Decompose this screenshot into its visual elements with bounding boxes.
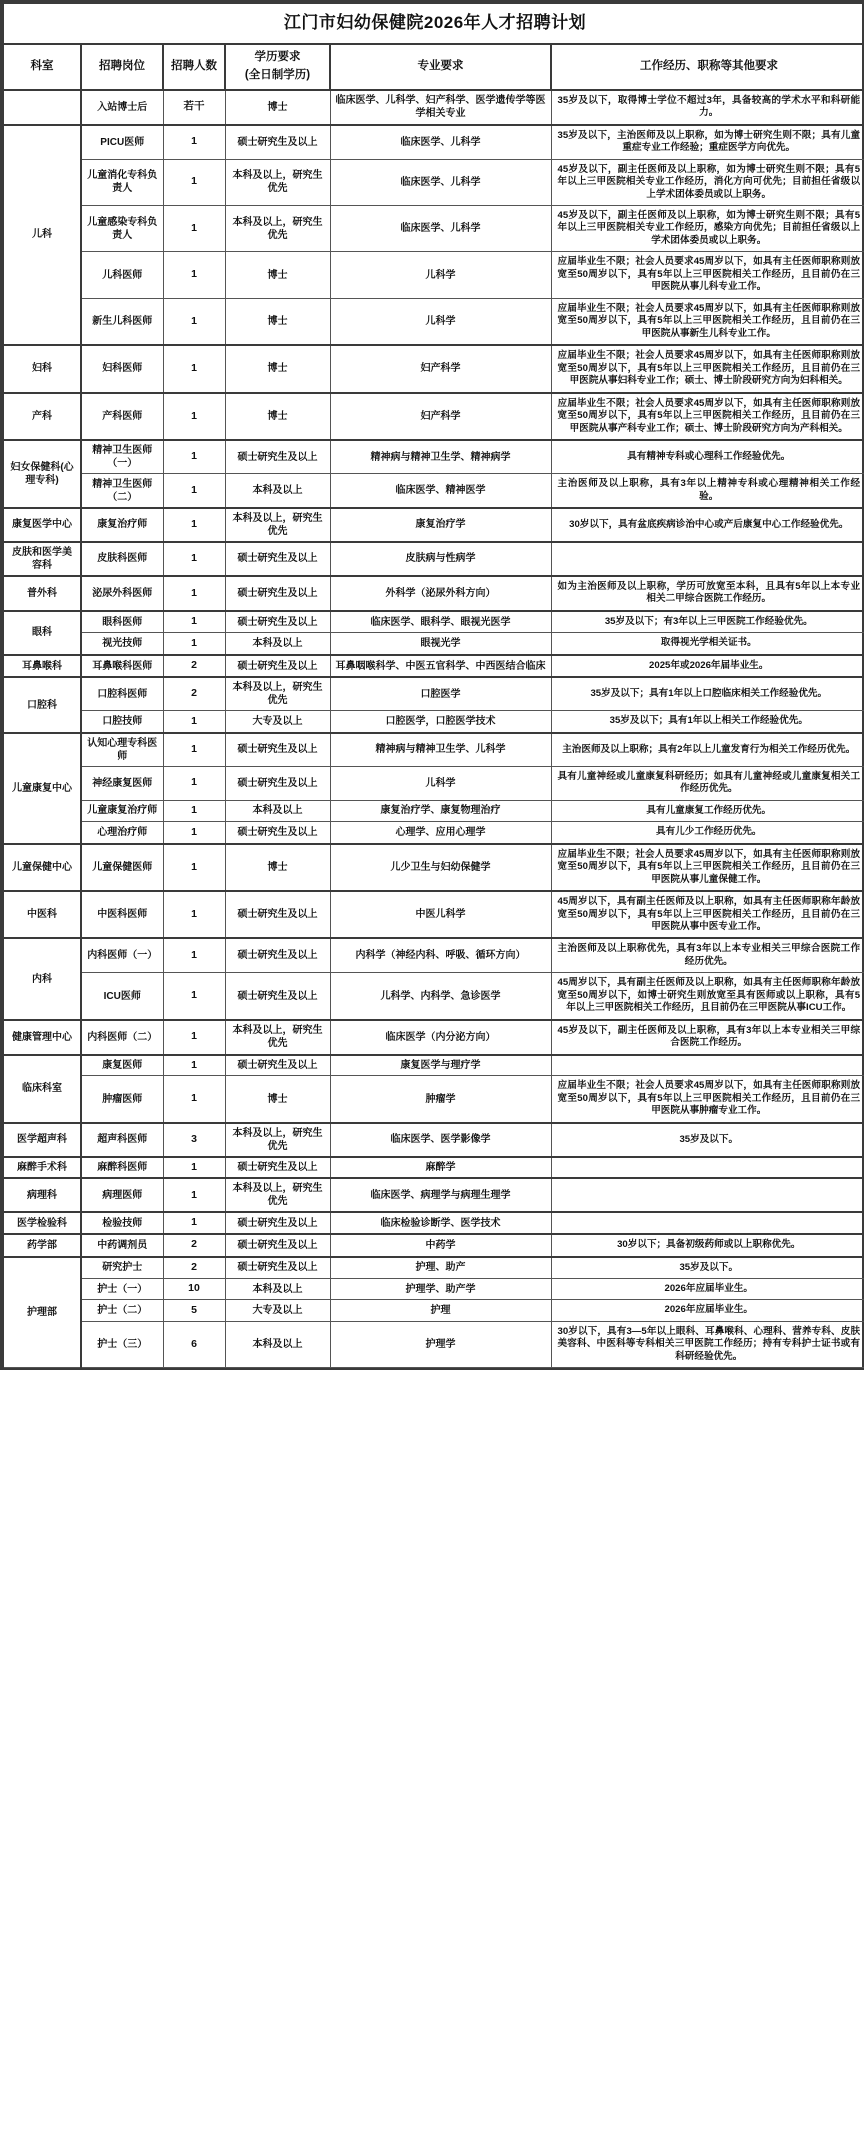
cell-count: 6 bbox=[163, 1321, 225, 1367]
cell-requirements: 35岁及以下；具有1年以上口腔临床相关工作经验优先。 bbox=[551, 677, 864, 711]
cell-requirements bbox=[551, 1178, 864, 1212]
cell-requirements: 应届毕业生不限；社会人员要求45周岁以下，如具有主任医师职称则放宽至50周岁以下，具有5年以上三甲医院相关工作经历，且目前仍在三甲医院从事新生儿科专业工作。 bbox=[551, 298, 864, 345]
cell-department: 中医科 bbox=[3, 891, 81, 938]
table-body bbox=[3, 90, 864, 1368]
table-row bbox=[3, 938, 864, 972]
table-row bbox=[3, 1055, 864, 1076]
cell-post: PICU医师 bbox=[81, 125, 163, 159]
cell-education: 硕士研究生及以上 bbox=[225, 1055, 330, 1076]
cell-requirements: 30岁以下；具备初级药师或以上职称优先。 bbox=[551, 1234, 864, 1256]
header-education-line1: 学历要求 bbox=[254, 51, 301, 64]
cell-count: 1 bbox=[163, 938, 225, 972]
cell-major: 耳鼻咽喉科学、中医五官科学、中西医结合临床 bbox=[330, 655, 551, 677]
cell-major: 临床医学（内分泌方向） bbox=[330, 1020, 551, 1055]
cell-count: 1 bbox=[163, 345, 225, 392]
cell-count: 1 bbox=[163, 633, 225, 655]
table-row bbox=[3, 159, 864, 205]
cell-post: 新生儿科医师 bbox=[81, 298, 163, 345]
cell-major: 康复治疗学、康复物理治疗 bbox=[330, 800, 551, 821]
cell-requirements: 45周岁以下，具有副主任医师及以上职称，如具有主任医师职称年龄放宽至50周岁以下，具有5年以上三甲医院相关工作经历，且目前仍在三甲医院从事中医专业工作。 bbox=[551, 891, 864, 938]
cell-post: 护士（三） bbox=[81, 1321, 163, 1367]
cell-requirements bbox=[551, 1157, 864, 1179]
cell-major: 护理 bbox=[330, 1300, 551, 1321]
header-post: 招聘岗位 bbox=[81, 44, 163, 90]
header-dept: 科室 bbox=[3, 44, 81, 90]
cell-count: 1 bbox=[163, 252, 225, 298]
column-header-row bbox=[3, 44, 864, 90]
cell-education: 本科及以上，研究生优先 bbox=[225, 1020, 330, 1055]
cell-education: 博士 bbox=[225, 90, 330, 125]
cell-count: 1 bbox=[163, 542, 225, 576]
table-row bbox=[3, 800, 864, 821]
cell-requirements: 应届毕业生不限；社会人员要求45周岁以下，如具有主任医师职称则放宽至50周岁以下，具有5年以上三甲医院相关工作经历，且目前仍在三甲医院从事儿童保健工作。 bbox=[551, 844, 864, 891]
cell-requirements: 35岁及以下。 bbox=[551, 1257, 864, 1279]
cell-education: 硕士研究生及以上 bbox=[225, 1212, 330, 1234]
cell-count: 若干 bbox=[163, 90, 225, 125]
cell-education: 大专及以上 bbox=[225, 1300, 330, 1321]
cell-post: 神经康复医师 bbox=[81, 766, 163, 800]
table-row bbox=[3, 90, 864, 125]
cell-education: 本科及以上，研究生优先 bbox=[225, 1178, 330, 1212]
cell-post: 肿瘤医师 bbox=[81, 1076, 163, 1123]
cell-department: 药学部 bbox=[3, 1234, 81, 1256]
header-requirements: 工作经历、职称等其他要求 bbox=[551, 44, 864, 90]
table-row bbox=[3, 1020, 864, 1055]
table-row bbox=[3, 973, 864, 1020]
cell-major: 儿科学 bbox=[330, 252, 551, 298]
cell-post: 精神卫生医师（一） bbox=[81, 440, 163, 474]
cell-requirements: 具有儿少工作经历优先。 bbox=[551, 822, 864, 844]
cell-count: 1 bbox=[163, 440, 225, 474]
cell-post: 康复医师 bbox=[81, 1055, 163, 1076]
cell-requirements: 2025年或2026年届毕业生。 bbox=[551, 655, 864, 677]
cell-department bbox=[3, 90, 81, 125]
cell-education: 本科及以上 bbox=[225, 800, 330, 821]
cell-major: 口腔医学，口腔医学技术 bbox=[330, 711, 551, 733]
cell-post: 病理医师 bbox=[81, 1178, 163, 1212]
cell-major: 中医儿科学 bbox=[330, 891, 551, 938]
cell-count: 1 bbox=[163, 611, 225, 633]
cell-post: 妇科医师 bbox=[81, 345, 163, 392]
cell-count: 2 bbox=[163, 1257, 225, 1279]
cell-major: 儿科学 bbox=[330, 298, 551, 345]
table-row bbox=[3, 891, 864, 938]
table-row bbox=[3, 474, 864, 508]
cell-education: 本科及以上，研究生优先 bbox=[225, 206, 330, 252]
cell-department: 口腔科 bbox=[3, 677, 81, 732]
cell-major: 心理学、应用心理学 bbox=[330, 822, 551, 844]
cell-post: 护士（二） bbox=[81, 1300, 163, 1321]
cell-count: 1 bbox=[163, 393, 225, 440]
cell-requirements bbox=[551, 542, 864, 576]
cell-requirements: 如为主治医师及以上职称，学历可放宽至本科，且具有5年以上本专业相关二甲综合医院工作经历。 bbox=[551, 576, 864, 611]
cell-requirements: 35岁及以下；有3年以上三甲医院工作经验优先。 bbox=[551, 611, 864, 633]
cell-requirements: 2026年应届毕业生。 bbox=[551, 1300, 864, 1321]
cell-count: 1 bbox=[163, 298, 225, 345]
cell-education: 硕士研究生及以上 bbox=[225, 542, 330, 576]
cell-requirements: 45岁及以下，副主任医师及以上职称，具有3年以上本专业相关三甲综合医院工作经历。 bbox=[551, 1020, 864, 1055]
cell-count: 1 bbox=[163, 822, 225, 844]
cell-post: 检验技师 bbox=[81, 1212, 163, 1234]
table-row bbox=[3, 125, 864, 159]
cell-requirements: 应届毕业生不限；社会人员要求45周岁以下，如具有主任医师职称则放宽至50周岁以下，具有5年以上三甲医院相关工作经历，且目前仍在三甲医院从事产科专业工作；硕士、博士阶段研究方向为产科相关。 bbox=[551, 393, 864, 440]
cell-post: 泌尿外科医师 bbox=[81, 576, 163, 611]
cell-post: 儿童康复治疗师 bbox=[81, 800, 163, 821]
cell-requirements: 具有精神专科或心理科工作经验优先。 bbox=[551, 440, 864, 474]
cell-education: 本科及以上，研究生优先 bbox=[225, 1123, 330, 1157]
cell-department: 康复医学中心 bbox=[3, 508, 81, 542]
cell-department: 医学超声科 bbox=[3, 1123, 81, 1157]
table-row bbox=[3, 1212, 864, 1234]
cell-major: 护理、助产 bbox=[330, 1257, 551, 1279]
cell-requirements: 取得视光学相关证书。 bbox=[551, 633, 864, 655]
cell-department: 耳鼻喉科 bbox=[3, 655, 81, 677]
cell-major: 临床医学、儿科学 bbox=[330, 159, 551, 205]
cell-department: 临床科室 bbox=[3, 1055, 81, 1123]
cell-major: 临床医学、精神医学 bbox=[330, 474, 551, 508]
cell-major: 临床医学、病理学与病理生理学 bbox=[330, 1178, 551, 1212]
cell-education: 硕士研究生及以上 bbox=[225, 733, 330, 767]
cell-requirements: 35岁及以下，主治医师及以上职称，如为博士研究生则不限；具有儿童重症专业工作经验；重症医学方向优先。 bbox=[551, 125, 864, 159]
cell-count: 3 bbox=[163, 1123, 225, 1157]
cell-count: 1 bbox=[163, 508, 225, 542]
cell-major: 中药学 bbox=[330, 1234, 551, 1256]
cell-education: 本科及以上 bbox=[225, 1321, 330, 1367]
cell-department: 病理科 bbox=[3, 1178, 81, 1212]
table-row bbox=[3, 844, 864, 891]
cell-education: 硕士研究生及以上 bbox=[225, 440, 330, 474]
table-row bbox=[3, 1076, 864, 1123]
header-education-line2: (全日制学历) bbox=[244, 68, 311, 81]
cell-requirements: 45岁及以下，副主任医师及以上职称，如为博士研究生则不限；具有5年以上三甲医院相关专业工作经历，消化方向可优先；目前担任省级以上学术团体委员或以上职务。 bbox=[551, 159, 864, 205]
cell-post: 中药调剂员 bbox=[81, 1234, 163, 1256]
cell-major: 护理学、助产学 bbox=[330, 1279, 551, 1300]
header-count: 招聘人数 bbox=[163, 44, 225, 90]
cell-requirements bbox=[551, 1212, 864, 1234]
cell-count: 1 bbox=[163, 1157, 225, 1179]
cell-major: 儿科学、内科学、急诊医学 bbox=[330, 973, 551, 1020]
cell-major: 临床医学、儿科学、妇产科学、医学遗传学等医学相关专业 bbox=[330, 90, 551, 125]
cell-major: 妇产科学 bbox=[330, 393, 551, 440]
cell-major: 儿科学 bbox=[330, 766, 551, 800]
table-row bbox=[3, 1279, 864, 1300]
cell-count: 1 bbox=[163, 125, 225, 159]
cell-requirements: 45岁及以下，副主任医师及以上职称，如为博士研究生则不限；具有5年以上三甲医院相关专业工作经历，感染方向优先；目前担任省级以上学术团体委员或以上职务。 bbox=[551, 206, 864, 252]
cell-requirements: 主治医师及以上职称优先，具有3年以上本专业相关三甲综合医院工作经历优先。 bbox=[551, 938, 864, 972]
cell-count: 1 bbox=[163, 1178, 225, 1212]
cell-count: 1 bbox=[163, 800, 225, 821]
table-row bbox=[3, 1321, 864, 1367]
table-row bbox=[3, 711, 864, 733]
title-row bbox=[3, 3, 864, 44]
cell-post: 内科医师（一） bbox=[81, 938, 163, 972]
cell-department: 妇女保健科(心理专科) bbox=[3, 440, 81, 508]
cell-education: 本科及以上 bbox=[225, 633, 330, 655]
cell-education: 硕士研究生及以上 bbox=[225, 1157, 330, 1179]
cell-post: 眼科医师 bbox=[81, 611, 163, 633]
cell-post: 儿童感染专科负责人 bbox=[81, 206, 163, 252]
cell-post: 产科医师 bbox=[81, 393, 163, 440]
cell-education: 大专及以上 bbox=[225, 711, 330, 733]
cell-department: 眼科 bbox=[3, 611, 81, 655]
table-row bbox=[3, 633, 864, 655]
cell-major: 皮肤病与性病学 bbox=[330, 542, 551, 576]
cell-requirements: 主治医师及以上职称，具有3年以上精神专科或心理精神相关工作经验。 bbox=[551, 474, 864, 508]
table-row bbox=[3, 393, 864, 440]
cell-major: 眼视光学 bbox=[330, 633, 551, 655]
cell-requirements: 具有儿童神经或儿童康复科研经历；如具有儿童神经或儿童康复相关工作经历优先。 bbox=[551, 766, 864, 800]
cell-education: 硕士研究生及以上 bbox=[225, 611, 330, 633]
cell-major: 临床医学、儿科学 bbox=[330, 206, 551, 252]
cell-count: 1 bbox=[163, 733, 225, 767]
table-row bbox=[3, 542, 864, 576]
table-row bbox=[3, 733, 864, 767]
cell-major: 麻醉学 bbox=[330, 1157, 551, 1179]
cell-education: 博士 bbox=[225, 393, 330, 440]
cell-requirements: 35岁及以下；具有1年以上相关工作经验优先。 bbox=[551, 711, 864, 733]
cell-education: 硕士研究生及以上 bbox=[225, 938, 330, 972]
cell-major: 护理学 bbox=[330, 1321, 551, 1367]
cell-education: 博士 bbox=[225, 345, 330, 392]
cell-requirements: 30岁以下，具有盆底疾病诊治中心或产后康复中心工作经验优先。 bbox=[551, 508, 864, 542]
table-row bbox=[3, 1234, 864, 1256]
cell-major: 精神病与精神卫生学、精神病学 bbox=[330, 440, 551, 474]
cell-education: 硕士研究生及以上 bbox=[225, 576, 330, 611]
cell-education: 本科及以上 bbox=[225, 474, 330, 508]
cell-department: 健康管理中心 bbox=[3, 1020, 81, 1055]
cell-count: 2 bbox=[163, 677, 225, 711]
table-row bbox=[3, 822, 864, 844]
cell-count: 1 bbox=[163, 206, 225, 252]
recruitment-table bbox=[2, 2, 864, 1368]
cell-count: 1 bbox=[163, 159, 225, 205]
cell-education: 硕士研究生及以上 bbox=[225, 822, 330, 844]
cell-count: 1 bbox=[163, 1212, 225, 1234]
cell-count: 1 bbox=[163, 576, 225, 611]
cell-requirements: 45周岁以下，具有副主任医师及以上职称，如具有主任医师职称年龄放宽至50周岁以下，如博士研究生则放宽至具有医师或以上职称，具有5年以上三甲医院相关工作经历，且目前仍在三甲医院从事ICU工作。 bbox=[551, 973, 864, 1020]
cell-major: 临床检验诊断学、医学技术 bbox=[330, 1212, 551, 1234]
cell-count: 1 bbox=[163, 844, 225, 891]
cell-count: 1 bbox=[163, 766, 225, 800]
cell-education: 硕士研究生及以上 bbox=[225, 655, 330, 677]
cell-post: 超声科医师 bbox=[81, 1123, 163, 1157]
cell-department: 儿童康复中心 bbox=[3, 733, 81, 844]
cell-post: 精神卫生医师（二） bbox=[81, 474, 163, 508]
cell-requirements: 主治医师及以上职称；具有2年以上儿童发育行为相关工作经历优先。 bbox=[551, 733, 864, 767]
cell-count: 1 bbox=[163, 1055, 225, 1076]
cell-department: 内科 bbox=[3, 938, 81, 1019]
cell-education: 本科及以上，研究生优先 bbox=[225, 677, 330, 711]
cell-education: 本科及以上，研究生优先 bbox=[225, 508, 330, 542]
cell-post: 入站博士后 bbox=[81, 90, 163, 125]
table-row bbox=[3, 766, 864, 800]
cell-education: 本科及以上，研究生优先 bbox=[225, 159, 330, 205]
cell-count: 2 bbox=[163, 1234, 225, 1256]
cell-department: 医学检验科 bbox=[3, 1212, 81, 1234]
cell-post: 儿科医师 bbox=[81, 252, 163, 298]
cell-requirements: 2026年应届毕业生。 bbox=[551, 1279, 864, 1300]
table-row bbox=[3, 655, 864, 677]
cell-department: 普外科 bbox=[3, 576, 81, 611]
cell-department: 皮肤和医学美容科 bbox=[3, 542, 81, 576]
cell-major: 精神病与精神卫生学、儿科学 bbox=[330, 733, 551, 767]
cell-requirements: 应届毕业生不限；社会人员要求45周岁以下，如具有主任医师职称则放宽至50周岁以下，具有5年以上三甲医院相关工作经历，且目前仍在三甲医院从事肿瘤专业工作。 bbox=[551, 1076, 864, 1123]
cell-post: 耳鼻喉科医师 bbox=[81, 655, 163, 677]
cell-requirements: 35岁及以下，取得博士学位不超过3年，具备较高的学术水平和科研能力。 bbox=[551, 90, 864, 125]
cell-requirements: 应届毕业生不限；社会人员要求45周岁以下，如具有主任医师职称则放宽至50周岁以下，具有5年以上三甲医院相关工作经历，且目前仍在三甲医院从事儿科专业工作。 bbox=[551, 252, 864, 298]
header-major: 专业要求 bbox=[330, 44, 551, 90]
cell-department: 儿童保健中心 bbox=[3, 844, 81, 891]
table-row bbox=[3, 576, 864, 611]
cell-post: 麻醉科医师 bbox=[81, 1157, 163, 1179]
cell-requirements: 35岁及以下。 bbox=[551, 1123, 864, 1157]
cell-education: 硕士研究生及以上 bbox=[225, 973, 330, 1020]
table-row bbox=[3, 1123, 864, 1157]
cell-education: 硕士研究生及以上 bbox=[225, 1234, 330, 1256]
table-row bbox=[3, 345, 864, 392]
cell-education: 本科及以上 bbox=[225, 1279, 330, 1300]
cell-count: 10 bbox=[163, 1279, 225, 1300]
cell-post: 护士（一） bbox=[81, 1279, 163, 1300]
cell-department: 护理部 bbox=[3, 1257, 81, 1368]
cell-post: 儿童消化专科负责人 bbox=[81, 159, 163, 205]
cell-department: 产科 bbox=[3, 393, 81, 440]
cell-education: 硕士研究生及以上 bbox=[225, 1257, 330, 1279]
table-row bbox=[3, 252, 864, 298]
cell-major: 临床医学、医学影像学 bbox=[330, 1123, 551, 1157]
cell-department: 妇科 bbox=[3, 345, 81, 392]
cell-count: 1 bbox=[163, 891, 225, 938]
cell-education: 硕士研究生及以上 bbox=[225, 891, 330, 938]
cell-education: 硕士研究生及以上 bbox=[225, 125, 330, 159]
cell-post: 心理治疗师 bbox=[81, 822, 163, 844]
cell-major: 妇产科学 bbox=[330, 345, 551, 392]
table-row bbox=[3, 298, 864, 345]
cell-requirements: 具有儿童康复工作经历优先。 bbox=[551, 800, 864, 821]
cell-major: 儿少卫生与妇幼保健学 bbox=[330, 844, 551, 891]
cell-post: 认知心理专科医师 bbox=[81, 733, 163, 767]
page-title: 江门市妇幼保健院2026年人才招聘计划 bbox=[3, 3, 864, 44]
cell-count: 2 bbox=[163, 655, 225, 677]
cell-count: 1 bbox=[163, 711, 225, 733]
cell-education: 硕士研究生及以上 bbox=[225, 766, 330, 800]
cell-education: 博士 bbox=[225, 844, 330, 891]
cell-major: 临床医学、眼科学、眼视光医学 bbox=[330, 611, 551, 633]
table-row bbox=[3, 508, 864, 542]
cell-department: 儿科 bbox=[3, 125, 81, 346]
cell-department: 麻醉手术科 bbox=[3, 1157, 81, 1179]
table-row bbox=[3, 206, 864, 252]
cell-count: 1 bbox=[163, 973, 225, 1020]
cell-education: 博士 bbox=[225, 252, 330, 298]
cell-requirements: 30岁以下，具有3—5年以上眼科、耳鼻喉科、心理科、营养专科、皮肤美容科、中医科等专科相关三甲医院工作经历；持有专科护士证书或有科研经验优先。 bbox=[551, 1321, 864, 1367]
cell-count: 5 bbox=[163, 1300, 225, 1321]
table-row bbox=[3, 1300, 864, 1321]
cell-post: 视光技师 bbox=[81, 633, 163, 655]
cell-major: 口腔医学 bbox=[330, 677, 551, 711]
table-row bbox=[3, 440, 864, 474]
cell-post: 口腔科医师 bbox=[81, 677, 163, 711]
cell-requirements: 应届毕业生不限；社会人员要求45周岁以下，如具有主任医师职称则放宽至50周岁以下，具有5年以上三甲医院相关工作经历，且目前仍在三甲医院从事妇科专业工作；硕士、博士阶段研究方向为妇科相关。 bbox=[551, 345, 864, 392]
table-row bbox=[3, 1157, 864, 1179]
cell-major: 康复医学与理疗学 bbox=[330, 1055, 551, 1076]
cell-post: 儿童保健医师 bbox=[81, 844, 163, 891]
cell-education: 博士 bbox=[225, 1076, 330, 1123]
table-row bbox=[3, 1257, 864, 1279]
cell-count: 1 bbox=[163, 1076, 225, 1123]
cell-post: ICU医师 bbox=[81, 973, 163, 1020]
cell-major: 肿瘤学 bbox=[330, 1076, 551, 1123]
cell-major: 外科学（泌尿外科方向） bbox=[330, 576, 551, 611]
cell-major: 康复治疗学 bbox=[330, 508, 551, 542]
header-education bbox=[225, 44, 330, 90]
cell-post: 研究护士 bbox=[81, 1257, 163, 1279]
cell-post: 中医科医师 bbox=[81, 891, 163, 938]
cell-post: 口腔技师 bbox=[81, 711, 163, 733]
cell-post: 皮肤科医师 bbox=[81, 542, 163, 576]
cell-post: 康复治疗师 bbox=[81, 508, 163, 542]
cell-major: 临床医学、儿科学 bbox=[330, 125, 551, 159]
table-row bbox=[3, 677, 864, 711]
table-header bbox=[3, 3, 864, 90]
cell-post: 内科医师（二） bbox=[81, 1020, 163, 1055]
cell-major: 内科学（神经内科、呼吸、循环方向） bbox=[330, 938, 551, 972]
cell-education: 博士 bbox=[225, 298, 330, 345]
cell-requirements bbox=[551, 1055, 864, 1076]
table-row bbox=[3, 611, 864, 633]
table-row bbox=[3, 1178, 864, 1212]
cell-count: 1 bbox=[163, 474, 225, 508]
cell-count: 1 bbox=[163, 1020, 225, 1055]
